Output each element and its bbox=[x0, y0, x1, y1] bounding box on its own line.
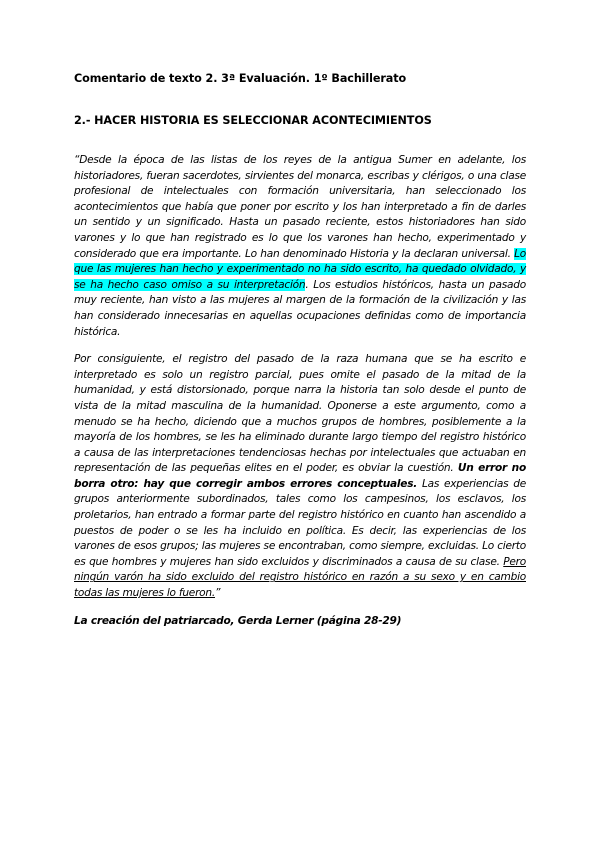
source-citation: La creación del patriarcado, Gerda Lerner (página 28-29) bbox=[74, 614, 402, 627]
underlined-sentence: Pero ningún varón ha sido excluido del registro histórico en razón a su sexo y en cambio todas las mujeres lo fueron. bbox=[74, 555, 526, 600]
closing-quote: ” bbox=[215, 587, 221, 600]
paragraph-2 bbox=[74, 352, 526, 602]
section-title: 2.- HACER HISTORIA ES SELECCIONAR ACONTECIMIENTOS bbox=[74, 114, 432, 127]
paragraph-1 bbox=[74, 153, 526, 340]
paragraph-1-text-b: . Los estudios históricos, hasta un pasado muy reciente, han visto a las mujeres al margen de la formación de la civilización y las han considerado innecesarias en aquellas ocupaciones definidas como de importancia histórica. bbox=[74, 278, 526, 338]
paragraph-2-text-a: Por consiguiente, el registro del pasado de la raza humana que se ha escrito e interpretado es solo un registro parcial, pues omite el pasado de la mitad de la humanidad, y está distorsionado, porque narra la historia tan solo desde el punto de vista de la mitad masculina de la humanidad. Oponerse a este argumento, como a menudo se ha hecho, diciendo que a muchos grupos de hombres, posiblemente a la mayoría de los hombres, se les ha eliminado durante largo tiempo del registro histórico a causa de las interpretaciones tendenciosas hechas por intelectuales que actuaban en representación de las pequeñas elites en el poder, es obviar la cuestión. bbox=[74, 353, 526, 475]
bold-sentence: Un error no borra otro: hay que corregir ambos errores conceptuales. bbox=[74, 462, 526, 490]
document-title: Comentario de texto 2. 3ª Evaluación. 1º Bachillerato bbox=[74, 72, 407, 85]
quote-body bbox=[74, 153, 526, 629]
paragraph-1-text-a: “Desde la época de las listas de los reyes de la antigua Sumer en adelante, los historiadores, fueran sacerdotes, sirvientes del monarca, escribas y clérigos, o una clase profesional de intelectuales con formación universitaria, han seleccionado los acontecimientos que había que poner por escrito y los han interpretado a fin de darles un sentido y un significado. Hasta un pasado reciente, estos historiadores han sido varones y lo que han registrado es lo que los varones han hecho, experimentado y considerado que era importante. Lo han denominado Historia y la declaran universal. bbox=[74, 154, 526, 260]
paragraph-2-text-b: Las experiencias de grupos anteriormente subordinados, tales como los campesinos, los esclavos, los proletarios, han entrado a formar parte del registro histórico en cuanto han ascendido a puestos de poder o se les ha incluido en política. Es decir, las experiencias de los varones de esos grupos; las mujeres se encontraban, como siempre, excluidas. Lo cierto es que hombres y mujeres han sido excluidos y discriminados a causa de su clase. bbox=[74, 477, 526, 568]
highlighted-sentence: Lo que las mujeres han hecho y experimentado no ha sido escrito, ha quedado olvidado, y se ha hecho caso omiso a su interpretación bbox=[74, 247, 526, 291]
